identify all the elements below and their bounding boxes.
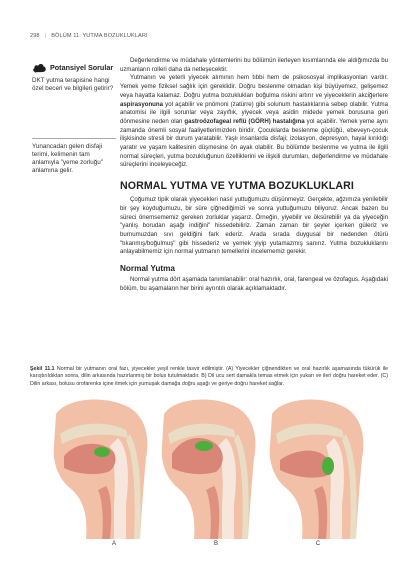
food-bolus: [94, 447, 110, 457]
chapter-title: BÖLÜM 11: YUTMA BOZUKLUKLARI: [51, 33, 148, 39]
panel-label-c: C: [315, 541, 321, 547]
sidebar-note: [32, 138, 116, 176]
sidebar-question: DKT yutma terapisine hangi özel beceri ve bilgileri getirir?: [32, 77, 114, 93]
header-separator: |: [44, 33, 47, 39]
sidebar: [32, 62, 116, 176]
figure-11-1: [30, 366, 388, 576]
page-number: 298: [30, 33, 40, 39]
paragraph-implications: [120, 74, 388, 170]
figure-panels: [30, 394, 388, 539]
cloud-icon: [32, 62, 47, 73]
sidebar-note-text: Yunancadan gelen disfaji terimi, kelimenin tam anlamıyla "yeme zorluğu" anlamına gelir.: [32, 142, 103, 175]
paragraph-text: yol açabilir. Yemek yeme aynı zamanda önemli sosyal faaliyetlerimizden biridir. Çocuklarda beslenme güçlüğü, ebeveyn-çocuk ilişkisinde stresli bir durum yaratabilir. Yaşlı insanlarda disfaji; izolasyon, depresyon, hayal kırıklığı yaratır ve yaşam kalitesinin düşmesine ön ayak olabilir. Bu bölümde beslenme ve yutma ile ilgili normal süreçleri, yutma bozukluğunun özelliklerini ve ilişkili durumları, değerlendirme ve müdahale süreçlerini inceleyeceğiz.: [120, 117, 389, 169]
panel-c-illustration: [262, 394, 372, 539]
subsection-heading: Normal Yutma: [120, 264, 175, 274]
figure-caption-label: Şekil 11.1: [30, 366, 55, 372]
paragraph-stages: Normal yutma dört aşamada tanımlanabilir: oral hazırlık, oral, farengeal ve özofagus. Aşağıdaki bölüm, bu aşamaların her birini ayrıntılı olarak açıklamaktadır.: [120, 276, 388, 292]
paragraph-intro: Değerlendirme ve müdahale yöntemlerini bu bölümün ilerleyen kısımlarında ele aldığımızda bu uzmanların rolleri daha da netleşecektir.: [120, 57, 388, 73]
sidebar-heading: [32, 62, 116, 73]
panel-b-illustration: [154, 394, 264, 539]
paragraph-swallowing: Çoğumuz tipik olarak yiyecekleri nasıl yuttuğumuzu düşünmeyiz. Gerçekte, ağzımıza yenilebilir bir şey koyduğumuzu, bir süre çiğnediğimizi ve sonra yuttuğumuzu biliyoruz. Ancak bazen bu süreci önemsememiz gereken zorluklar yaşarız. Örneğin, yiyebilir ve öksürebilir ya da yiyeceğin "yanlış borudan aşağı indiğini" hissedebiliriz. Zaman zaman bir şeyler içerken güleriz ve burnumuzdan sıvı geldiğini fark ederiz. Arada sırada duygusal bir nedenden ötürü "tıkanmış/boğulmuş" gibi hissederiz ve yemek yiyip yutamazmış sanırız. Yutma bozukluklarını anlayabilmemiz için normal yutmanın temellerini incelememiz gerekir.: [120, 196, 388, 256]
sidebar-divider: [32, 138, 116, 139]
paragraph-text: Yutmanın ve yeterli yiyecek alımının hem tıbbi hem de psikososyal implikasyonları vardır. Yemek yeme fiziksel sağlık için gereklidir. Doğru beslenme olmadan kişi büyüyemez, gelişemez veya hayatta kalamaz. Doğru yutma bozuklukları boğulma riskini artırır ve yiyeceklerin akciğerlere: [120, 74, 388, 99]
food-bolus: [195, 441, 213, 451]
sidebar-title: Potansiyel Sorular: [50, 63, 114, 72]
term-aspiration: aspirasyonuna: [120, 100, 164, 108]
figure-caption-text: Normal bir yutmanın oral fazı, yiyecekler yeşil renkle tasvir edilmiştir. (A) Yiyecekler çiğnendikten ve oral hazırlık aşamasında tükürük ile karıştırıldıktan sonra, dilin arkasında hazırlanmış bir bolus tutulmaktadır. B) Dil ucu sert damakla temas etmek için yukarı ve ileri doğru hareket eder. (C) Dilin arkası, bolusu orofarenks içine itmek için yumuşak damağa doğru aşağı ve geriye doğru hareket sağlar.: [30, 366, 388, 387]
food-bolus: [322, 457, 334, 475]
term-gerd: gastroözofageal reflü (GÖRH) hastalığına: [184, 117, 305, 125]
paragraph-text: yol açabilir ve pnömoni (zatürre) gibi solunum hastalıklarına sebep olabilir. Yutma anatomisi ile ilgili sorunlar veya zayıflık, yiyecek veya asidin midede yemek borusuna geri dönmesine neden olan: [120, 100, 388, 125]
section-heading: NORMAL YUTMA VE YUTMA BOZUKLUKLARI: [120, 180, 354, 193]
panel-label-b: B: [213, 541, 218, 547]
main-text: [120, 57, 388, 293]
running-header: [30, 33, 148, 45]
panel-a-illustration: [46, 394, 156, 539]
figure-caption: [30, 366, 388, 388]
panel-label-a: A: [111, 541, 116, 547]
